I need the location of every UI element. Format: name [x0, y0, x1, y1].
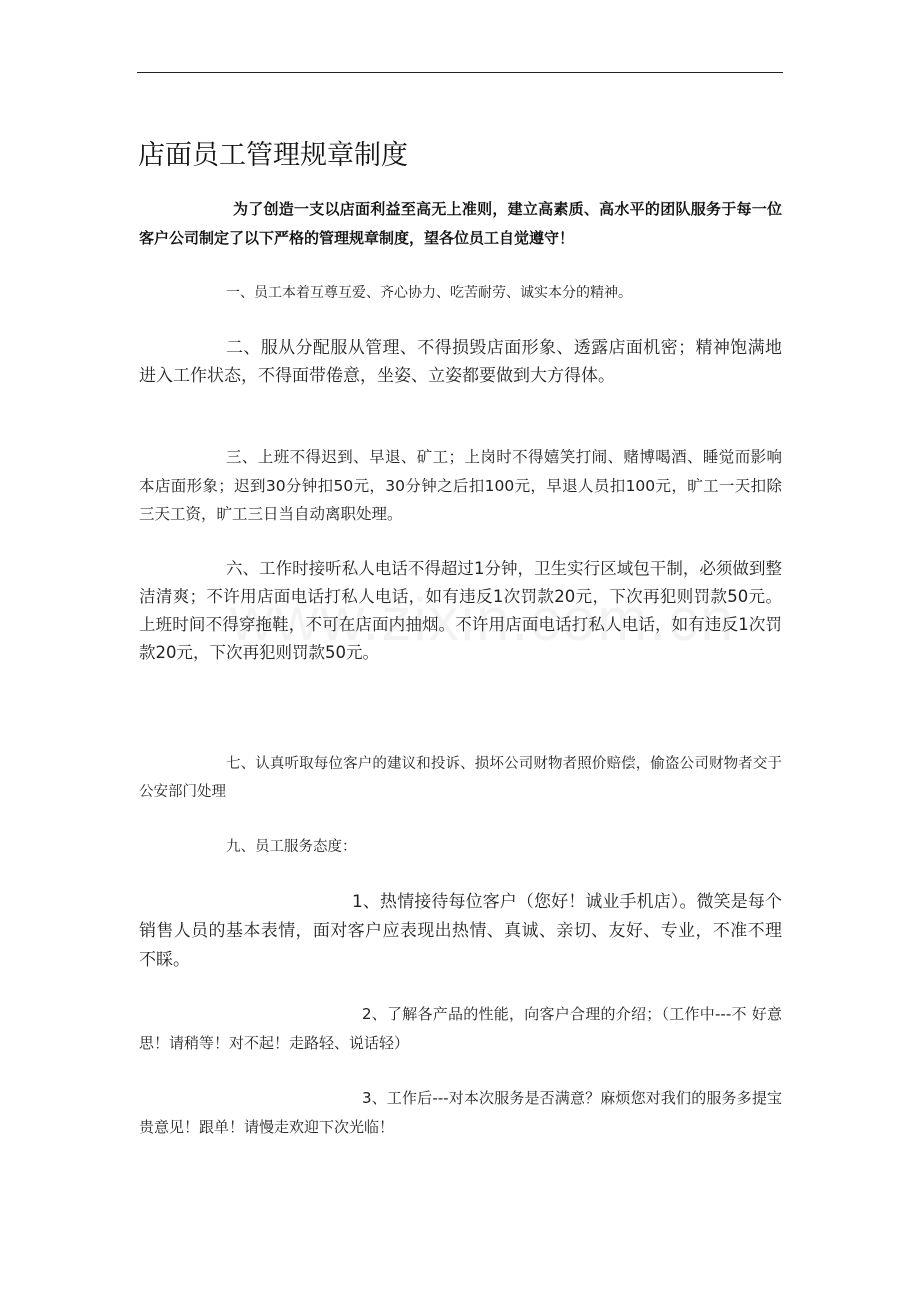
- service-item-3: 3、工作后---对本次服务是否满意？麻烦您对我们的服务多提宝贵意见！跟单！请慢走欢迎下次光临！: [139, 1089, 782, 1136]
- top-rule: [137, 72, 783, 73]
- rule-3: 三、上班不得迟到、早退、矿工；上岗时不得嬉笑打闹、赌博喝酒、睡觉而影响本店面形象；迟到30分钟扣50元，30分钟之后扣100元，早退人员扣100元，旷工一天扣除三天工资，旷工三日当自动离职处理。: [139, 448, 782, 523]
- intro-paragraph: 为了创造一支以店面利益至高无上准则，建立高素质、高水平的团队服务于每一位客户公司制定了以下严格的管理规章制度，望各位员工自觉遵守！: [139, 200, 782, 247]
- service-item-1: 1、热情接待每位客户（您好！诚业手机店）。微笑是每个销售人员的基本表情，面对客户应表现出热情、真诚、亲切、友好、专业，不准不理不睬。: [139, 892, 782, 970]
- rule-9: 九、员工服务态度：: [226, 839, 357, 855]
- rule-2: 二、服从分配服从管理、不得损毁店面形象、透露店面机密；精神饱满地进入工作状态，不得面带倦意，坐姿、立姿都要做到大方得体。: [139, 338, 782, 386]
- rule-6: 六、工作时接听私人电话不得超过1分钟，卫生实行区域包干制，必须做到整洁清爽；不许用店面电话打私人电话，如有违反1次罚款20元，下次再犯则罚款50元。上班时间不得穿拖鞋，不可在店面内抽烟。不许用店面电话打私人电话，如有违反1次罚款20元，下次再犯则罚款50元。: [139, 559, 782, 662]
- rule-1: 一、员工本着互尊互爱、齐心协力、吃苦耐劳、诚实本分的精神。: [226, 285, 632, 301]
- service-item-2: 2、了解各产品的性能，向客户合理的介绍；（工作中---不 好意思！请稍等！对不起！走路轻、说话轻）: [139, 1005, 782, 1052]
- document-title: 店面员工管理规章制度: [138, 140, 408, 172]
- rule-7: 七、认真听取每位客户的建议和投诉、损坏公司财物者照价赔偿，偷盗公司财物者交于公安部门处理: [139, 756, 782, 800]
